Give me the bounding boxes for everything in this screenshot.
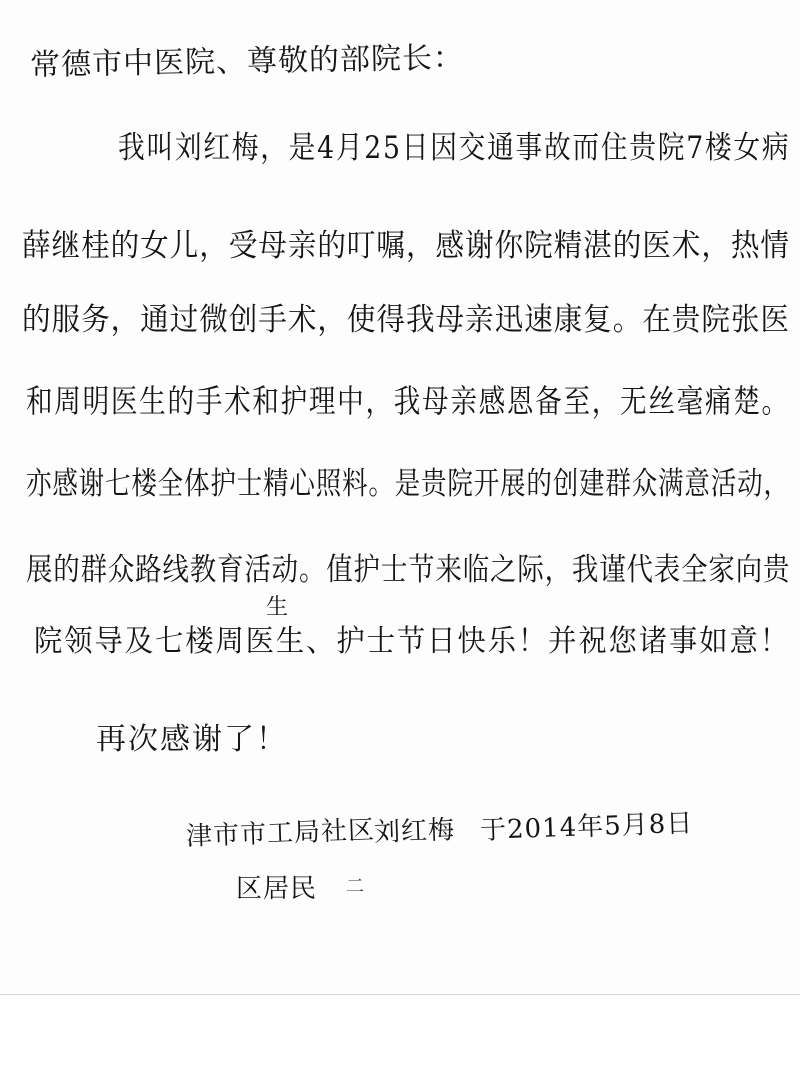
letter-line: 院领导及七楼周医生、护士节日快乐！并祝您诸事如意！ — [34, 624, 790, 659]
insertion-mark: 生 — [266, 595, 290, 620]
signature-role: 区居民 — [236, 874, 318, 904]
signature-tail-mark: 二 — [346, 876, 365, 897]
letter-line: 薛继桂的女儿，受母亲的叮嘱，感谢你院精湛的医术，热情 — [22, 228, 790, 264]
page-edge — [0, 994, 800, 995]
letter-line: 我叫刘红梅，是4月25日因交通事故而住贵院7楼女病 — [118, 130, 791, 166]
signature-date: 于2014年5月8日 — [479, 808, 694, 846]
letter-line: 的服务，通过微创手术，使得我母亲迅速康复。在贵院张医 — [22, 302, 790, 338]
signature-name: 刘红梅 — [373, 815, 456, 848]
letter-closing: 再次感谢了！ — [96, 722, 288, 757]
signature-organization: 津市市工局社区 — [185, 815, 376, 852]
letter-line: 亦感谢七楼全体护士精心照料。是贵院开展的创建群众满意活动， — [26, 466, 790, 502]
letter-line: 和周明医生的手术和护理中，我母亲感恩备至，无丝毫痛楚。 — [26, 382, 790, 420]
letter-line: 展的群众路线教育活动。值护士节来临之际，我谨代表全家向贵 — [26, 552, 791, 588]
letter-salutation: 常德市中医院、尊敬的部院长： — [29, 40, 465, 83]
